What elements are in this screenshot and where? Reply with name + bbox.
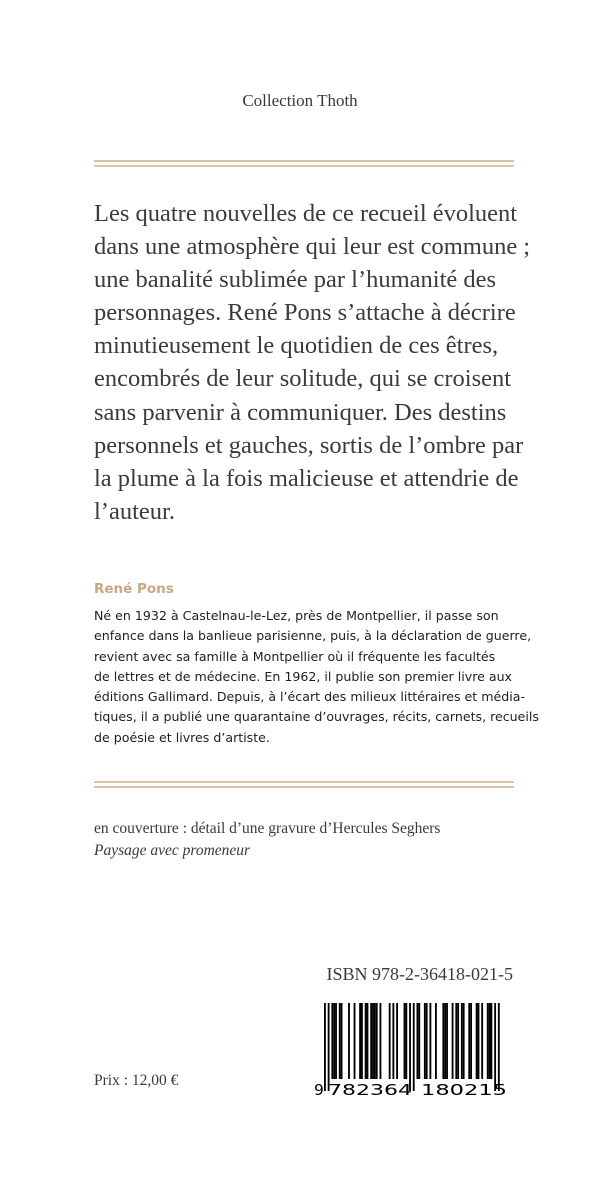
barcode-bar [429, 1003, 431, 1079]
blurb-paragraph [94, 197, 531, 528]
bio-line: revient avec sa famille à Montpellier où il fréquente les facultés [94, 648, 496, 664]
barcode-digits-left: 782364 [328, 1081, 412, 1099]
barcode-digits-right: 180215 [421, 1081, 507, 1099]
cover-artwork-title: Paysage avec promeneur [94, 842, 251, 859]
price-label: Prix : 12,00 € [94, 1072, 179, 1089]
author-biography [94, 606, 539, 748]
barcode-bar [481, 1003, 483, 1079]
bottom-double-rule [94, 781, 514, 788]
top-double-rule [94, 160, 514, 167]
barcode-bar [341, 1003, 343, 1079]
barcode-bar [424, 1003, 426, 1079]
barcode-bar [489, 1003, 491, 1079]
blurb-line: minutieusement le quotidien de ces êtres, [94, 332, 499, 360]
barcode-bar [372, 1003, 374, 1079]
rule-line-upper [94, 160, 514, 162]
blurb-line: dans une atmosphère qui leur est commune ; [94, 233, 531, 261]
barcode-bar [328, 1003, 330, 1091]
barcode-bar [404, 1003, 406, 1079]
barcode-bar [376, 1003, 378, 1079]
barcode-bar [324, 1003, 326, 1091]
barcode [311, 1001, 513, 1101]
barcode-bar [333, 1003, 335, 1079]
barcode-bar [367, 1003, 369, 1079]
isbn-label: ISBN 978-2-36418-021-5 [326, 964, 513, 984]
barcode-bar [409, 1003, 411, 1091]
barcode-bar [389, 1003, 391, 1079]
blurb-line: Les quatre nouvelles de ce recueil évoluent [94, 200, 518, 227]
barcode-bar [365, 1003, 367, 1079]
barcode-bar [348, 1003, 350, 1079]
cover-credit: en couverture : détail d’une gravure d’Hercules Seghers [94, 820, 441, 837]
bio-line: tiques, il a publié une quarantaine d’ouvrages, récits, carnets, recueils [94, 709, 539, 725]
barcode-bar [331, 1003, 333, 1079]
blurb-line: encombrés de leur solitude, qui se croisent [94, 365, 512, 393]
barcode-bar [339, 1003, 341, 1079]
barcode-bar [361, 1003, 363, 1079]
barcode-bar [478, 1003, 480, 1079]
barcode-bar [392, 1003, 394, 1079]
rule-line-lower [94, 165, 514, 167]
barcode-bar [374, 1003, 376, 1079]
barcode-bar [396, 1003, 398, 1079]
blurb-line: l’auteur. [94, 497, 175, 525]
barcode-bar [468, 1003, 470, 1079]
rule-line-upper [94, 781, 514, 783]
barcode-bar [452, 1003, 454, 1079]
barcode-bar [426, 1003, 428, 1079]
barcode-bar [335, 1003, 337, 1079]
blurb-line: la plume à la fois malicieuse et attendrie de [94, 464, 519, 492]
barcode-bar [494, 1003, 496, 1091]
barcode-bar [354, 1003, 356, 1079]
blurb-line: une banalité sublimée par l’humanité des [94, 266, 497, 294]
blurb-line: personnels et gauches, sortis de l’ombre par [94, 431, 524, 459]
barcode-bar [435, 1003, 437, 1079]
bio-line: enfance dans la banlieue parisienne, puis, à la déclaration de guerre, [94, 628, 532, 644]
blurb-line: sans parvenir à communiquer. Des destins [94, 398, 507, 426]
bio-line: de lettres et de médecine. En 1962, il publie son premier livre aux [94, 668, 512, 684]
barcode-bar [457, 1003, 459, 1079]
barcode-graphic [311, 1001, 513, 1101]
barcode-bar [405, 1003, 407, 1079]
barcode-bar [370, 1003, 372, 1079]
barcode-bar [413, 1003, 415, 1091]
barcode-bar [455, 1003, 457, 1079]
barcode-bar [498, 1003, 500, 1091]
bio-line: éditions Gallimard. Depuis, à l’écart des milieux littéraires et média- [94, 689, 526, 705]
barcode-bar [463, 1003, 465, 1079]
barcode-bar [446, 1003, 448, 1079]
barcode-bar [442, 1003, 444, 1079]
barcode-bar [470, 1003, 472, 1079]
barcode-bar [380, 1003, 382, 1079]
bio-line: de poésie et livres d’artiste. [94, 729, 270, 745]
barcode-digit-lead: 9 [314, 1081, 324, 1099]
author-heading: René Pons [94, 581, 174, 597]
barcode-bar [461, 1003, 463, 1079]
rule-line-lower [94, 786, 514, 788]
collection-name: Collection Thoth [242, 91, 358, 110]
barcode-bar [491, 1003, 493, 1079]
barcode-bar [487, 1003, 489, 1079]
barcode-bar [418, 1003, 420, 1079]
barcode-bar [417, 1003, 419, 1079]
barcode-bar [476, 1003, 478, 1079]
blurb-line: personnages. René Pons s’attache à décrire [94, 299, 516, 327]
barcode-bar [359, 1003, 361, 1079]
bio-line: Né en 1932 à Castelnau-le-Lez, près de Montpellier, il passe son [94, 608, 499, 623]
barcode-bar [444, 1003, 446, 1079]
